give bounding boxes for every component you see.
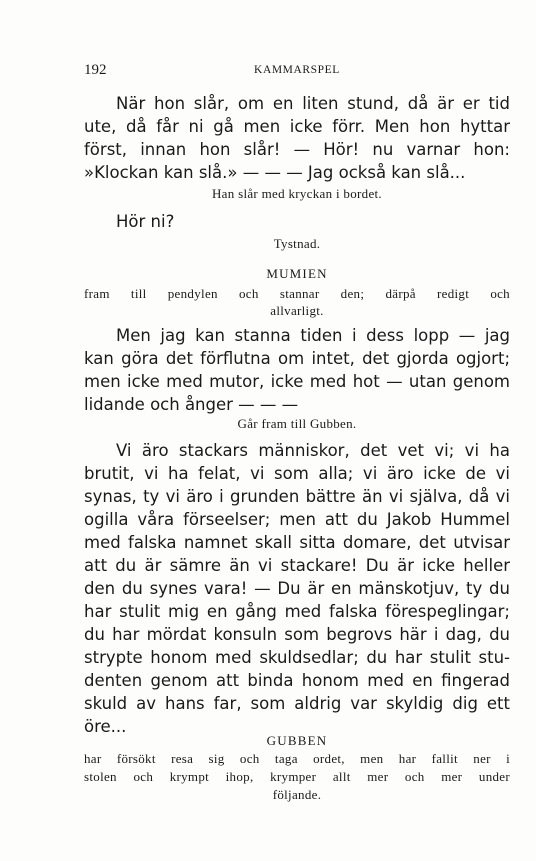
text-line: Men jag kan stanna tiden i dess lopp — jag <box>116 326 510 345</box>
stage-direction: fram till pendylen och stannar den; därpå redigt och <box>84 286 510 301</box>
text-line: strypte honom med skuldsedlar; du har stulit stu- <box>84 648 510 667</box>
text-line: denten genom att binda honom med en fingerad <box>84 671 510 690</box>
stage-direction: Går fram till Gubben. <box>237 416 357 431</box>
text-line: men icke med mutor, icke med hot — utan genom <box>84 372 510 391</box>
text-line: öre... <box>84 717 127 736</box>
text-line: skuld av hans far, som aldrig var skyldig dig ett <box>84 694 510 713</box>
stage-direction: har försökt resa sig och taga ordet, men har fallit ner i <box>84 751 510 766</box>
text-line: Hör ni? <box>116 212 175 231</box>
text-line: Vi äro stackars människor, det vet vi; vi ha <box>116 441 510 460</box>
speaker-name: MUMIEN <box>266 266 328 281</box>
text-line: den du synes vara! — Du är en mänskotjuv, ty du <box>84 579 510 598</box>
text-line: lidande och ånger — — — <box>84 395 299 414</box>
running-title: KAMMARSPEL <box>254 64 340 76</box>
stage-direction: Han slår med kryckan i bordet. <box>211 186 382 201</box>
stage-direction: följande. <box>272 787 322 802</box>
text-line: När hon slår, om en liten stund, då är er tid <box>116 94 510 113</box>
text-line: först, innan hon slår! — Hör! nu varnar hon: <box>84 140 510 159</box>
text-line: ogilla våra förseelser; men att du Jakob Hummel <box>84 510 510 529</box>
running-head <box>84 62 510 82</box>
stage-direction: Tystnad. <box>273 236 321 251</box>
stage-direction: allvarligt. <box>270 303 324 318</box>
text-line: ute, då får ni gå men icke förr. Men hon hyttar <box>84 117 510 136</box>
text-line: du har mördat konsuln som begrovs här i dag, du <box>84 625 510 644</box>
page-number: 192 <box>84 62 107 78</box>
text-line: brutit, vi ha felat, vi som alla; vi äro icke de vi <box>84 464 510 483</box>
stage-direction: stolen och krympt ihop, krymper allt mer och mer under <box>84 769 510 784</box>
text-line: synas, ty vi äro i grunden bättre än vi själva, då vi <box>84 487 510 506</box>
text-line: har stulit mig en gång med falska förespeglingar; <box>84 602 510 621</box>
text-line: kan göra det förflutna om intet, det gjorda ogjort; <box>84 349 510 368</box>
text-line: att du är sämre än vi stackare! Du är icke heller <box>84 556 510 575</box>
text-line: »Klockan kan slå.» — — — Jag också kan slå... <box>84 163 466 182</box>
text-line: med falska namnet skall sitta domare, det utvisar <box>84 533 510 552</box>
speaker-name: GUBBEN <box>266 733 328 748</box>
